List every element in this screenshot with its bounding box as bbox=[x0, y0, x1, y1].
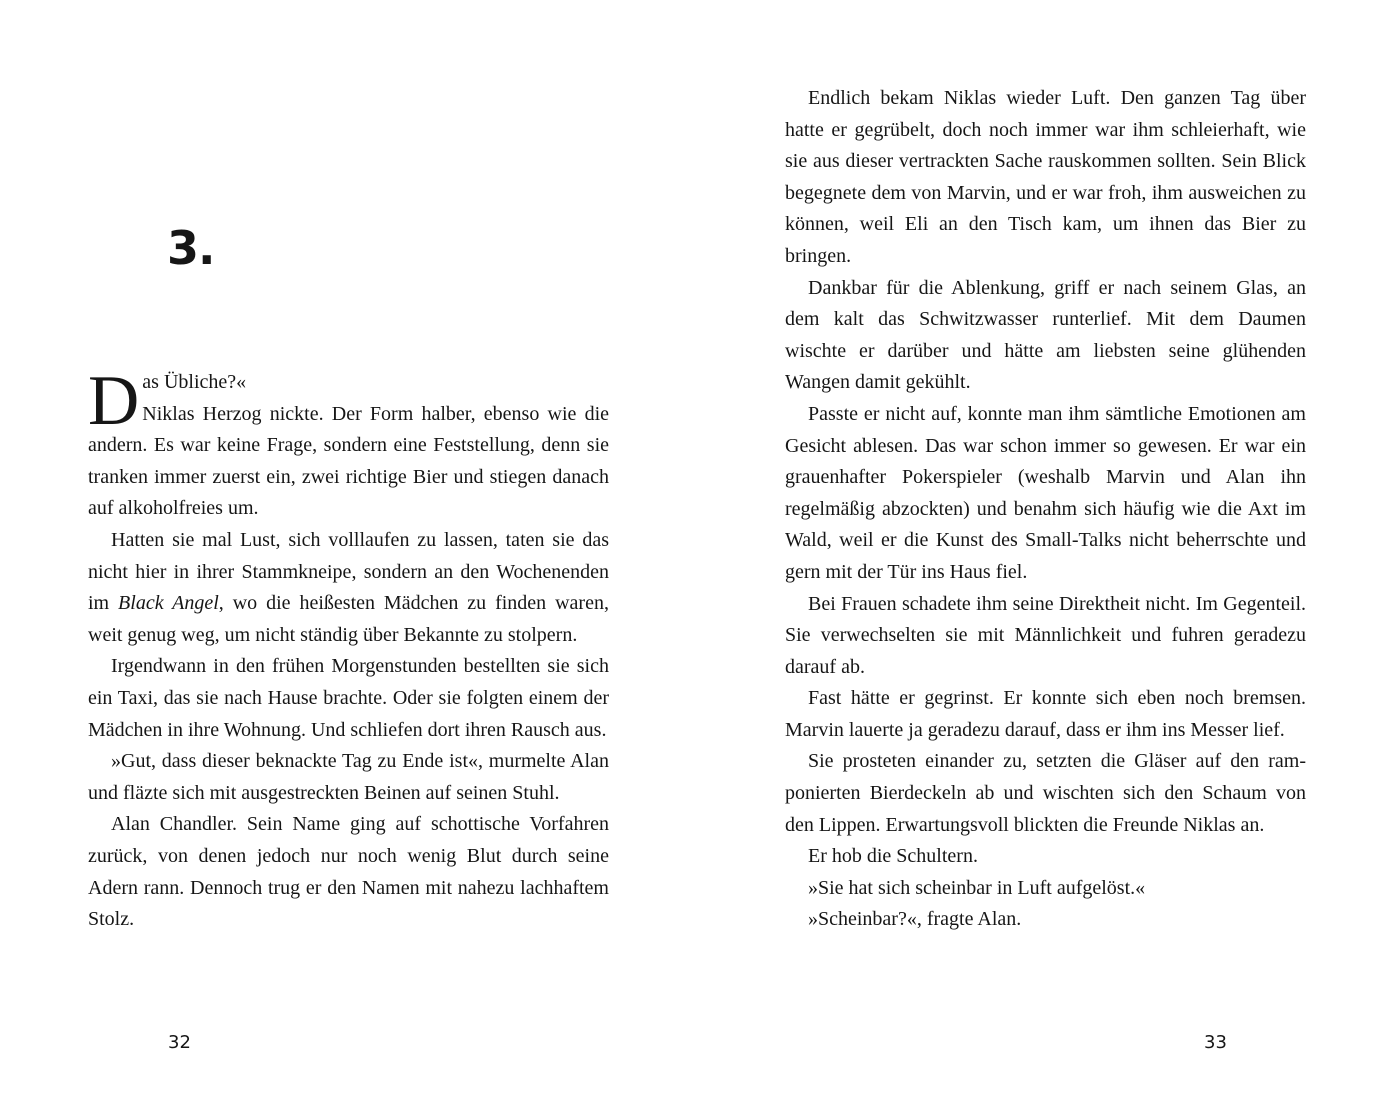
paragraph: Sie prosteten einander zu, setzten die Gläser auf den ramponierten Bierdeckeln ab und wischten sich den Schaum von den Lippen. Erwartungsvoll blickten die Freunde Niklas an. bbox=[785, 750, 1306, 836]
right-page-text bbox=[785, 83, 1306, 936]
drop-cap: D bbox=[88, 362, 140, 440]
page-number: 32 bbox=[168, 1032, 191, 1053]
paragraph bbox=[88, 525, 609, 651]
paragraph bbox=[88, 362, 609, 525]
italic-title: Black Angel bbox=[118, 592, 219, 615]
paragraph: Irgendwann in den frühen Morgenstunden bestellten sie sich ein Taxi, das sie nach Hause brachte. Oder sie folgten einem der Mädchen in ihre Wohnung. Und schliefen dort ihren Rausch aus. bbox=[88, 655, 609, 741]
paragraph: Er hob die Schultern. bbox=[808, 845, 978, 868]
paragraph-text: , wo die heißesten Mädchen zu finden waren, weit genug weg, um nicht ständig über Bekannte zu stolpern. bbox=[88, 592, 609, 646]
paragraph: Dankbar für die Ablenkung, griff er nach seinem Glas, an dem kalt das Schwitzwasser runterlief. Mit dem Daumen wischte er darüber und hätte am liebsten seine glühenden Wangen damit gekühlt. bbox=[785, 276, 1306, 394]
paragraph: »Gut, dass dieser beknackte Tag zu Ende ist«, murmelte Alan und fläzte sich mit ausgestreckten Beinen auf seinen Stuhl. bbox=[88, 750, 609, 804]
paragraph: Fast hätte er gegrinst. Er konnte sich eben noch bremsen. Marvin lauerte ja geradezu darauf, dass er ihm ins Messer lief. bbox=[785, 687, 1306, 741]
paragraph: Passte er nicht auf, konnte man ihm sämtliche Emotionen am Gesicht ablesen. Das war schon immer so gewesen. Er war ein grauenhafter Pokerspieler (weshalb Marvin und Alan ihn regelmäßig abzockten) und benahm sich häufig wie die Axt im Wald, weil er die Kunst des Small-Talks nicht beherrschte und gern mit der Tür ins Haus fiel. bbox=[785, 402, 1306, 583]
left-page-text bbox=[88, 362, 609, 936]
paragraph-text: Niklas Herzog nickte. Der Form halber, ebenso wie die andern. Es war keine Frage, sondern eine Feststellung, denn sie tranken immer zuerst ein, zwei richtige Bier und stiegen danach auf alkoholfreies um. bbox=[88, 402, 609, 520]
paragraph: Alan Chandler. Sein Name ging auf schottische Vorfahren zurück, von denen jedoch nur noch wenig Blut durch seine Adern rann. Dennoch trug er den Namen mit nahezu lachhaftem Stolz. bbox=[88, 813, 609, 931]
paragraph: Bei Frauen schadete ihm seine Direktheit nicht. Im Gegenteil. Sie verwechselten sie mit Männlichkeit und fuhren geradezu darauf ab. bbox=[785, 592, 1306, 678]
paragraph: »Sie hat sich scheinbar in Luft aufgelöst.« bbox=[808, 876, 1146, 899]
paragraph-text: as Übliche?« bbox=[142, 371, 247, 393]
chapter-number: 3. bbox=[167, 221, 215, 275]
right-page bbox=[697, 0, 1394, 1104]
paragraph-text: Hatten sie mal Lust, sich volllaufen zu lassen, taten sie das nicht hier in ihrer Stammkneipe, sondern an den Wochenenden im bbox=[88, 528, 609, 615]
page-number: 33 bbox=[1204, 1032, 1227, 1053]
paragraph: »Scheinbar?«, fragte Alan. bbox=[808, 908, 1022, 931]
paragraph: Endlich bekam Niklas wieder Luft. Den ganzen Tag über hatte er gegrübelt, doch noch immer war ihm schleierhaft, wie sie aus dieser vertrackten Sache rauskommen sollten. Sein Blick begegnete dem von Marvin, und er war froh, ihm ausweichen zu können, weil Eli an den Tisch kam, um ihnen das Bier zu bringen. bbox=[785, 87, 1306, 267]
